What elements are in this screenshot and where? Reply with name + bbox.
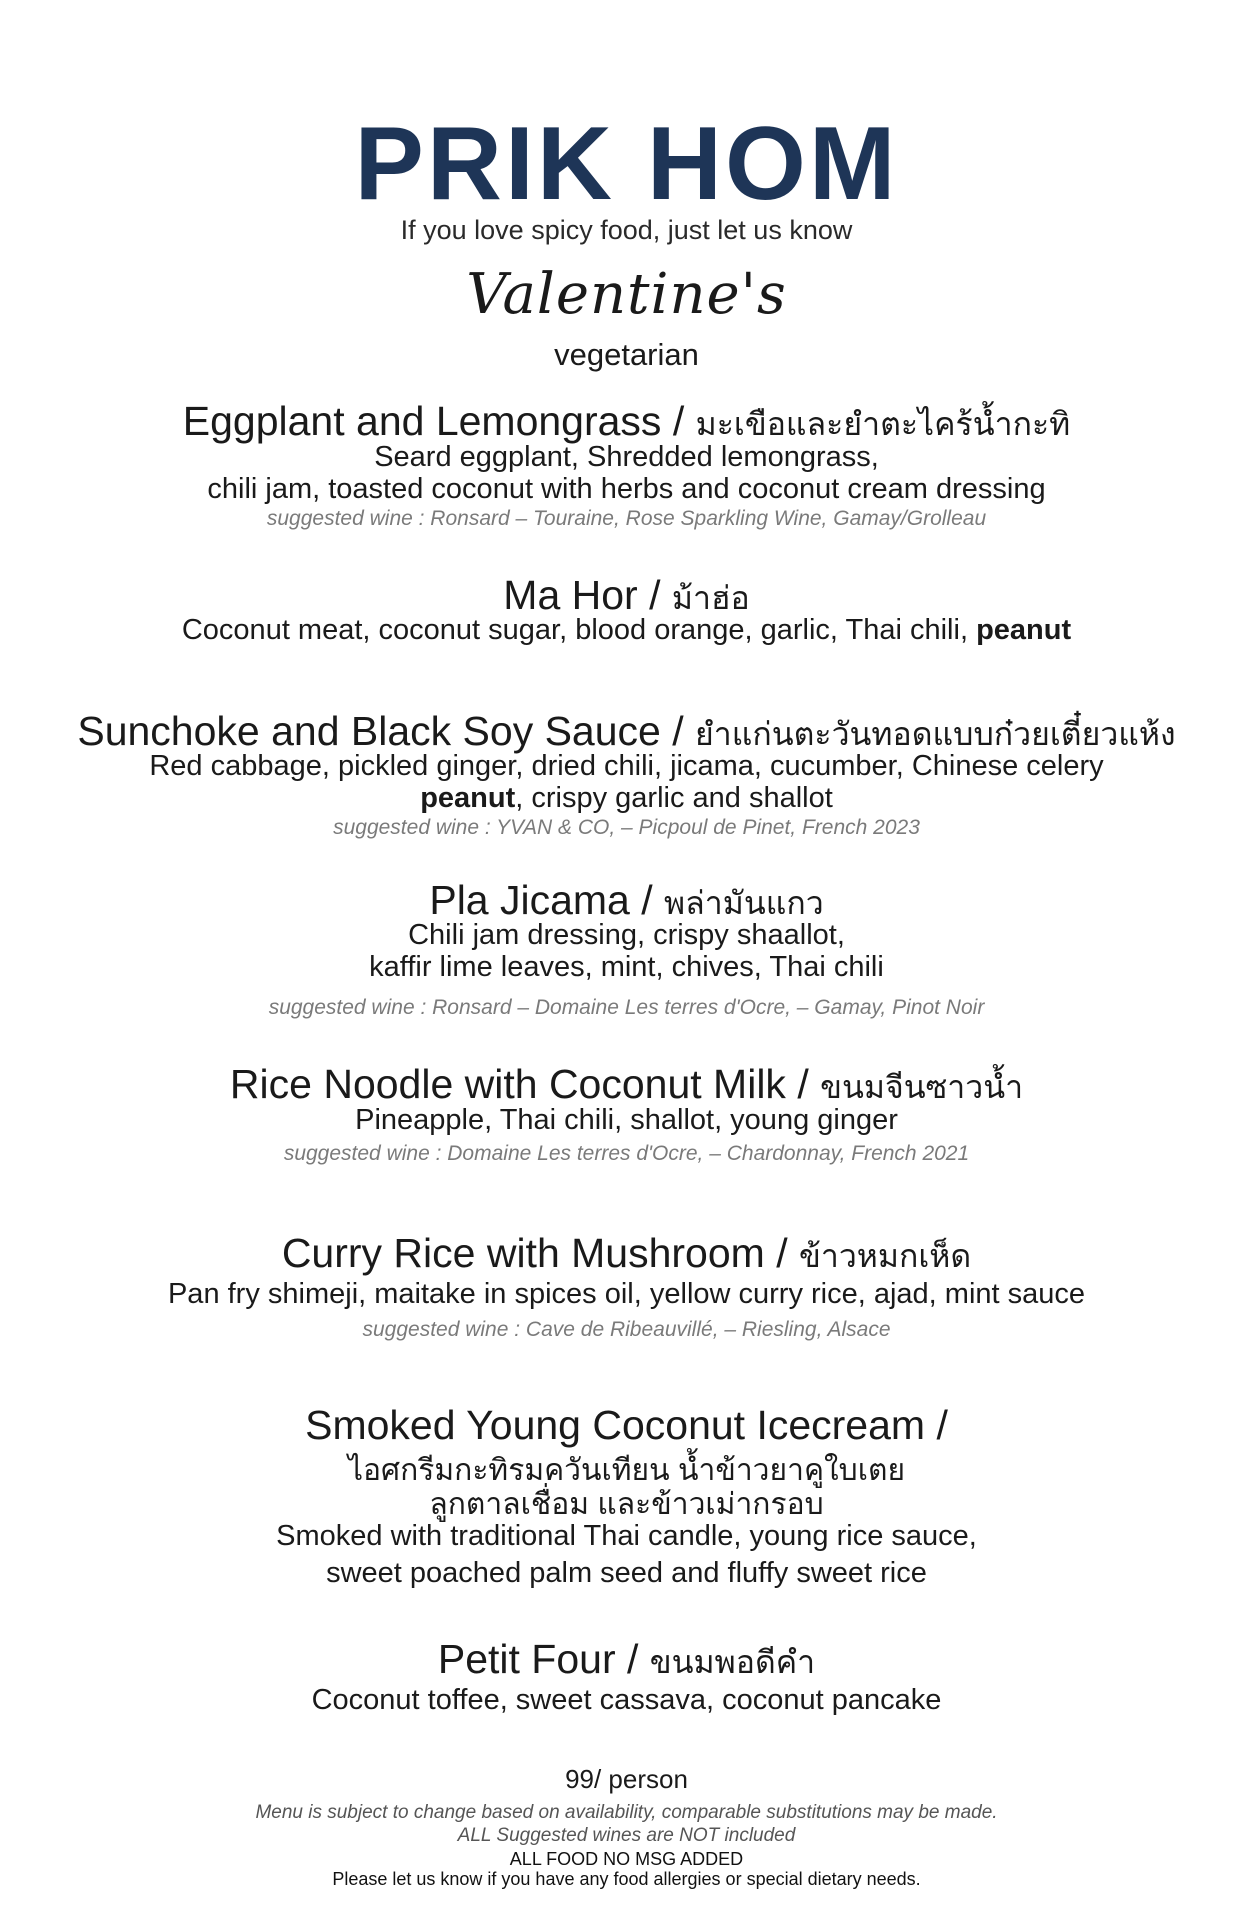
dish-title: Smoked Young Coconut Icecream / (305, 1402, 948, 1448)
dish-description (0, 782, 1253, 815)
dish-description-text: , crispy garlic and shallot (515, 782, 833, 814)
dish-name: Pla Jicama / (429, 877, 665, 923)
dish-thai-name: ข้าวหมกเห็ด (798, 1238, 972, 1274)
wine-suggestion: suggested wine : Domaine Les terres d'Ocre, – Chardonnay, French 2021 (283, 1142, 970, 1165)
dish-description (0, 614, 1253, 647)
wine-suggestion: suggested wine : Ronsard – Domaine Les terres d'Ocre, – Gamay, Pinot Noir (268, 996, 985, 1019)
diet-label: vegetarian (554, 337, 699, 372)
dish-description: Red cabbage, pickled ginger, dried chili, jicama, cucumber, Chinese celery (149, 750, 1104, 782)
price-per-person: 99/ person (565, 1764, 688, 1794)
dish-description: Chili jam dressing, crispy shaallot, (408, 919, 845, 951)
tagline: If you love spicy food, just let us know (400, 215, 853, 245)
dish-thai-name: ขนมจีนซาวน้ำ (820, 1069, 1024, 1105)
dish-name: Rice Noodle with Coconut Milk / (229, 1061, 821, 1107)
allergy-note: Please let us know if you have any food allergies or special dietary needs. (332, 1869, 921, 1889)
dish-thai-name: ม้าฮ่อ (671, 580, 750, 616)
dish-name: Sunchoke and Black Soy Sauce / (77, 708, 696, 754)
dish-description: Pineapple, Thai chili, shallot, young ginger (355, 1104, 898, 1136)
dish-description: sweet poached palm seed and fluffy sweet rice (326, 1557, 927, 1589)
dish-description: Coconut toffee, sweet cassava, coconut pancake (311, 1684, 942, 1716)
dish-name: Petit Four / (437, 1636, 650, 1682)
dish-thai-description: ไอศกรีมกะทิรมควันเทียน น้ำข้าวยาคูใบเตย (347, 1454, 906, 1487)
occasion-title: Valentine's (466, 262, 787, 327)
dish-name: Ma Hor / (503, 572, 672, 618)
restaurant-name: PRIK HOM (354, 106, 899, 222)
dish-thai-name: พล่ามันแกว (664, 885, 824, 921)
wine-suggestion: suggested wine : Cave de Ribeauvillé, – Riesling, Alsace (362, 1318, 891, 1341)
dish-title (0, 1230, 1253, 1282)
dish-name: Curry Rice with Mushroom / (281, 1230, 799, 1276)
wine-suggestion: suggested wine : YVAN & CO, – Picpoul de Pinet, French 2023 (333, 816, 920, 839)
wine-suggestion: suggested wine : Ronsard – Touraine, Rose Sparkling Wine, Gamay/Grolleau (266, 507, 987, 530)
dish-thai-name: ยำแก่นตะวันทอดแบบก๋วยเตี๋ยวแห้ง (695, 716, 1176, 752)
dish-thai-description: ลูกตาลเชื่อม และข้าวเม่ากรอบ (429, 1488, 824, 1521)
dish-thai-name: มะเขือและยำตะไคร้น้ำกะทิ (695, 406, 1071, 442)
dish-description: chili jam, toasted coconut with herbs and coconut cream dressing (207, 473, 1046, 505)
allergen-peanut: peanut (420, 782, 516, 814)
dish-description: kaffir lime leaves, mint, chives, Thai chili (369, 951, 884, 983)
dish-description-text: Coconut meat, coconut sugar, blood orange, garlic, Thai chili, (181, 614, 977, 646)
msg-note: ALL FOOD NO MSG ADDED (509, 1849, 744, 1869)
availability-note: Menu is subject to change based on availability, comparable substitutions may be made. (255, 1802, 998, 1823)
dish-description: Smoked with traditional Thai candle, young rice sauce, (276, 1520, 977, 1552)
allergen-peanut: peanut (976, 614, 1072, 646)
dish-description: Seard eggplant, Shredded lemongrass, (374, 441, 879, 473)
dish-thai-name: ขนมพอดีคำ (649, 1644, 816, 1680)
dish-name: Eggplant and Lemongrass / (182, 398, 696, 444)
dish-title (0, 1636, 1253, 1688)
dish-description: Pan fry shimeji, maitake in spices oil, yellow curry rice, ajad, mint sauce (167, 1278, 1086, 1310)
wine-note: ALL Suggested wines are NOT included (457, 1825, 796, 1846)
